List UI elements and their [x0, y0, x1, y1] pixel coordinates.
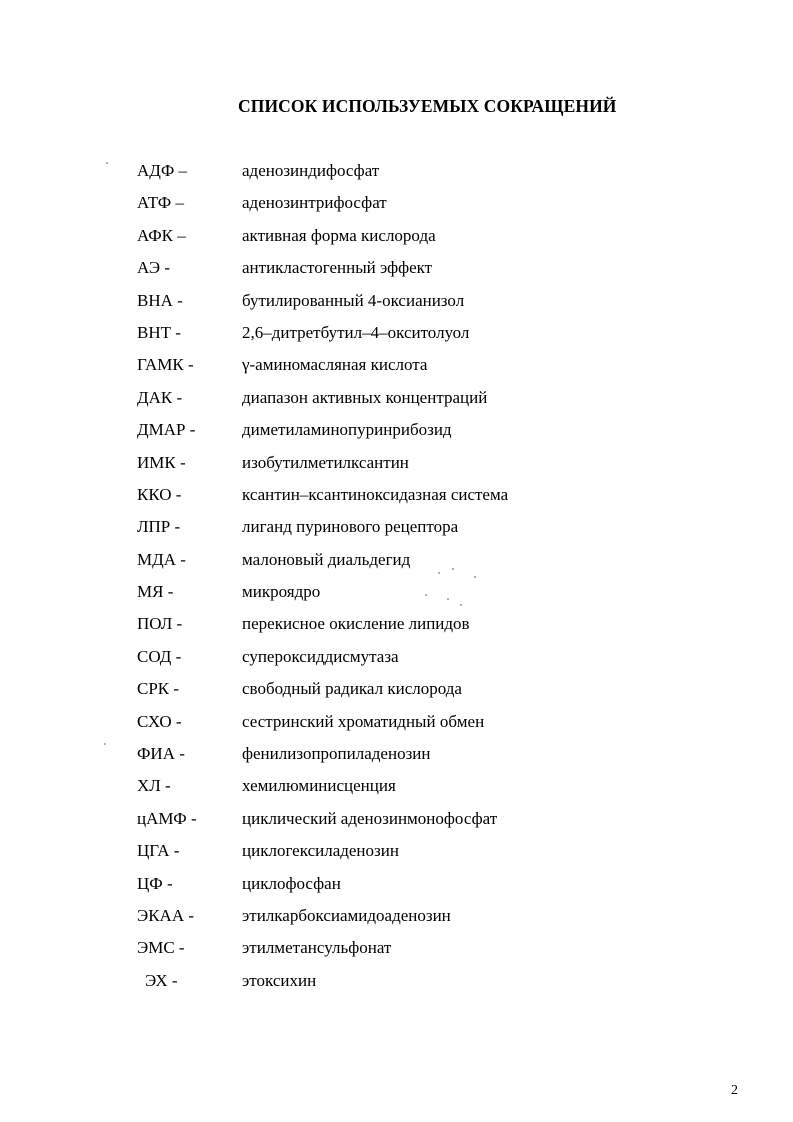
- page-title: СПИСОК ИСПОЛЬЗУЕМЫХ СОКРАЩЕНИЙ: [238, 96, 617, 116]
- list-item: [137, 711, 697, 743]
- list-item: [137, 743, 697, 775]
- definition: хемилюминисценция: [242, 776, 396, 796]
- list-item: [137, 322, 697, 354]
- list-item: [137, 354, 697, 386]
- list-item: [137, 549, 697, 581]
- abbreviation: ДАК -: [137, 387, 183, 407]
- list-item: [137, 484, 697, 516]
- scan-speck: [447, 598, 449, 600]
- list-item: [137, 192, 697, 224]
- abbreviation: ЭХ -: [145, 970, 178, 990]
- list-item: [137, 840, 697, 872]
- list-item: [137, 516, 697, 548]
- definition: циклический аденозинмонофосфат: [242, 808, 498, 828]
- definition: сестринский хроматидный обмен: [242, 711, 485, 731]
- abbreviation: АФК –: [137, 225, 186, 245]
- definition: этоксихин: [242, 970, 317, 990]
- abbreviation: ВНТ -: [137, 322, 181, 342]
- definition: 2,6–дитретбутил–4–окситолуол: [242, 322, 470, 342]
- abbreviation: СРК -: [137, 679, 180, 699]
- definition: свободный радикал кислорода: [242, 679, 462, 699]
- list-item: [137, 290, 697, 322]
- abbreviation: ЦГА -: [137, 841, 180, 861]
- scan-speck: [438, 572, 440, 574]
- abbreviation: ЭКАА -: [137, 905, 195, 925]
- scan-speck: [452, 568, 454, 570]
- abbreviation: СОД -: [137, 646, 182, 666]
- definition: малоновый диальдегид: [242, 549, 411, 569]
- definition: ксантин–ксантиноксидазная система: [242, 484, 509, 504]
- abbreviation: АДФ –: [137, 161, 188, 180]
- abbreviation: ЦФ -: [137, 873, 173, 893]
- scan-speck: [460, 604, 462, 606]
- abbreviation: ГАМК -: [137, 355, 194, 375]
- scan-speck: [474, 576, 476, 578]
- list-item: [137, 613, 697, 645]
- definition: антикластогенный эффект: [242, 258, 433, 278]
- scan-speck: [106, 162, 108, 164]
- abbreviation: ИМК -: [137, 452, 186, 472]
- definition: циклогексиладенозин: [242, 841, 399, 861]
- list-item: [137, 452, 697, 484]
- abbreviation: СХО -: [137, 711, 182, 731]
- list-item: [137, 905, 697, 937]
- list-item: [137, 678, 697, 710]
- abbreviation: цАМФ -: [137, 808, 197, 828]
- definition: этилметансульфонат: [242, 938, 392, 958]
- abbreviation: ФИА -: [137, 744, 185, 764]
- definition: циклофосфан: [242, 873, 341, 893]
- definition: фенилизопропиладенозин: [242, 744, 431, 764]
- abbreviation: ЛПР -: [137, 517, 181, 537]
- abbreviation: ХЛ -: [137, 776, 171, 796]
- list-item: [137, 581, 697, 613]
- list-item: [137, 970, 697, 1002]
- list-item: [137, 160, 697, 192]
- list-item: [137, 419, 697, 451]
- list-item: [137, 775, 697, 807]
- list-item: [137, 257, 697, 289]
- list-item: [137, 646, 697, 678]
- definition: супероксиддисмутаза: [242, 646, 399, 666]
- scan-speck: [425, 594, 427, 596]
- scan-speck: [104, 743, 106, 745]
- definition: перекисное окисление липидов: [242, 614, 470, 634]
- definition: этилкарбоксиамидоаденозин: [242, 905, 451, 925]
- list-item: [137, 937, 697, 969]
- definition: активная форма кислорода: [242, 225, 436, 245]
- list-item: [137, 225, 697, 257]
- definition: диметиламинопуринрибозид: [242, 420, 452, 440]
- abbreviation-list: [137, 160, 697, 1002]
- definition: изобутилметилксантин: [242, 452, 409, 472]
- definition: аденозиндифосфат: [242, 161, 380, 180]
- definition: γ-аминомасляная кислота: [242, 355, 428, 375]
- list-item: [137, 808, 697, 840]
- abbreviation: МДА -: [137, 549, 186, 569]
- abbreviation: ДМАР -: [137, 420, 196, 440]
- list-item: [137, 873, 697, 905]
- abbreviation: ВНА -: [137, 290, 183, 310]
- abbreviation: АТФ –: [137, 193, 184, 213]
- definition: бутилированный 4-оксианизол: [242, 290, 465, 310]
- definition: микроядро: [242, 582, 321, 602]
- abbreviation: АЭ -: [137, 258, 170, 278]
- abbreviation: МЯ -: [137, 582, 174, 602]
- definition: лиганд пуринового рецептора: [242, 517, 459, 537]
- definition: диапазон активных концентраций: [242, 387, 488, 407]
- abbreviation: ПОЛ -: [137, 614, 183, 634]
- abbreviation: ККО -: [137, 484, 182, 504]
- page-number: 2: [731, 1083, 738, 1098]
- definition: аденозинтрифосфат: [242, 193, 387, 213]
- abbreviation: ЭМС -: [137, 938, 185, 958]
- list-item: [137, 387, 697, 419]
